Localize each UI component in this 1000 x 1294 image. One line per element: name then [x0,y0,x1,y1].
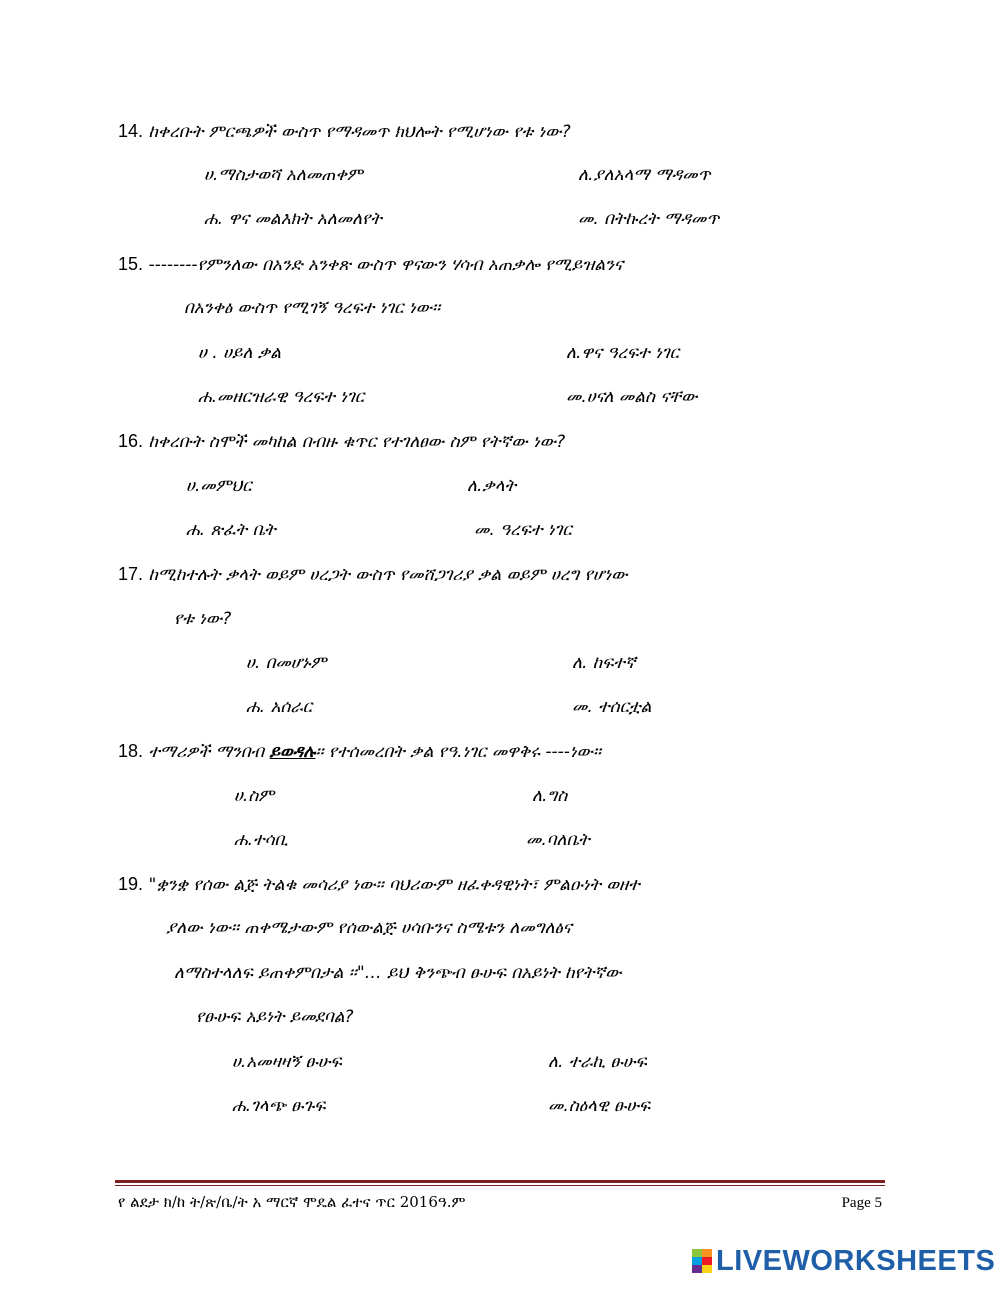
question-number: 17. [118,564,144,584]
option-b: ለ. ተራኪ ፁሁፍ [548,1052,647,1072]
footer-divider-thick [115,1180,885,1183]
question-number: 14. [118,121,144,141]
question-14-line-1 [118,120,571,143]
option-a: ሀ.ስም [234,786,275,806]
option-b: ለ.ያለአላማ ማዳመጥ [578,165,711,185]
option-b: ለ. ከፍተኛ [572,653,636,673]
question-15-line-2: በአንቀፅ ውስጥ የሚገኝ ዓረፍተ ነገር ነው፡፡ [184,298,441,318]
question-number: 15. [118,254,144,274]
footer-divider-thin [115,1185,885,1186]
question-19-line-3: ለማስተላለፍ ይጠቀምበታል ፡፡"… ይህ ቅንጭብ ፁሁፍ በአይነት ከየትኛው [174,963,622,983]
option-a: ሀ . ሀይለ ቃል [198,343,282,363]
option-d: መ. ተሰርቷል [572,697,652,717]
liveworksheets-logo-text: LIVEWORKSHEETS [716,1244,996,1277]
option-d: መ. ዓረፍተ ነገር [474,520,572,540]
question-17-line-2: የቱ ነው? [174,609,232,629]
option-a: ሀ.መምህር [186,476,252,496]
option-b: ለ.ዋና ዓረፍተ ነገር [566,343,680,363]
option-c: ሐ.ተሳቢ [234,830,288,850]
option-c: ሐ.መዘርዝራዊ ዓረፍተ ነገር [198,387,365,407]
option-a: ሀ.ማስታወሻ አለመጠቀም [204,165,363,185]
option-b: ለ.ግስ [532,786,568,806]
option-a: ሀ. በመሆኑም [246,653,327,673]
question-18-line-1 [118,740,601,763]
question-17-line-1 [118,563,628,586]
question-19-line-2: ያለው ነው፡፡ ጠቀሜታውም የሰውልጅ ሀሳቡንና ስሜቱን ለመግለፅና [166,918,572,938]
option-d: መ. በትኩረት ማዳመጥ [578,209,720,229]
liveworksheets-logo-icon [692,1249,712,1273]
question-15-line-1 [118,253,623,276]
option-d: መ.ባለቤት [526,830,590,850]
question-number: 18. [118,741,144,761]
option-c: ሐ. ዋና መልእክት አለመለየት [204,209,382,229]
page-number: Page 5 [841,1195,882,1211]
option-a: ሀ.አመዛዛኝ ፁሁፍ [232,1052,342,1072]
option-c: ሐ. አሰራር [246,697,313,717]
question-number: 16. [118,431,144,451]
liveworksheets-logo [692,1246,995,1276]
option-c: ሐ. ጽፈት ቤት [186,520,276,540]
question-text: ከቀረቡት ምርጫዎች ውስጥ የማዳመጥ ክህሎት የሚሆነው የቱ ነው? [148,122,571,142]
question-number: 19. [118,874,144,894]
option-d: መ.ሀናለ መልስ ናቸው [566,387,698,407]
question-16-line-1 [118,430,565,453]
option-c: ሐ.ገላጭ ፁጉፍ [232,1096,326,1116]
question-text: --------የምንለው በአንድ አንቀጽ ውስጥ ዋናውን ሃሳብ አጠቃሎ የሚይዝልንና [148,255,624,275]
question-text-start: ተማሪዎች ማንበብ [148,742,270,762]
question-text-end: ፡፡ የተሰመረበት ቃል የዓ.ነገር መዋቅሩ ----ነው፡፡ [315,742,602,762]
footer-title: የ ልደታ ክ/ከ ት/ጽ/ቤ/ት አ ማርኛ ሞዴል ፈተና ጥር 2016ዓ.ም [118,1193,466,1211]
question-19-line-1 [118,873,640,896]
question-text: ከቀረቡት ስሞች መካከል በብዙ ቁጥር የተገለፀው ስም የትኛው ነው? [148,432,566,452]
question-text: "ቋንቋ የሰው ልጅ ትልቁ መሳሪያ ነው፡፡ ባህሪውም ዘፈቀዳዊነት፣ ምልዑነት ወዘተ [148,875,640,895]
underlined-word: ይወዳሉ [269,742,316,762]
option-d: መ.ስዕላዊ ፁሁፍ [548,1096,651,1116]
question-text: ከሚከተሉት ቃላት ወይም ሀረጋት ውስጥ የመሸጋገሪያ ቃል ወይም ሀረግ የሆነው [148,565,628,585]
option-b: ለ.ቃላት [467,476,517,496]
question-19-line-4: የፁሁፍ አይነት ይመደባል? [196,1007,354,1027]
